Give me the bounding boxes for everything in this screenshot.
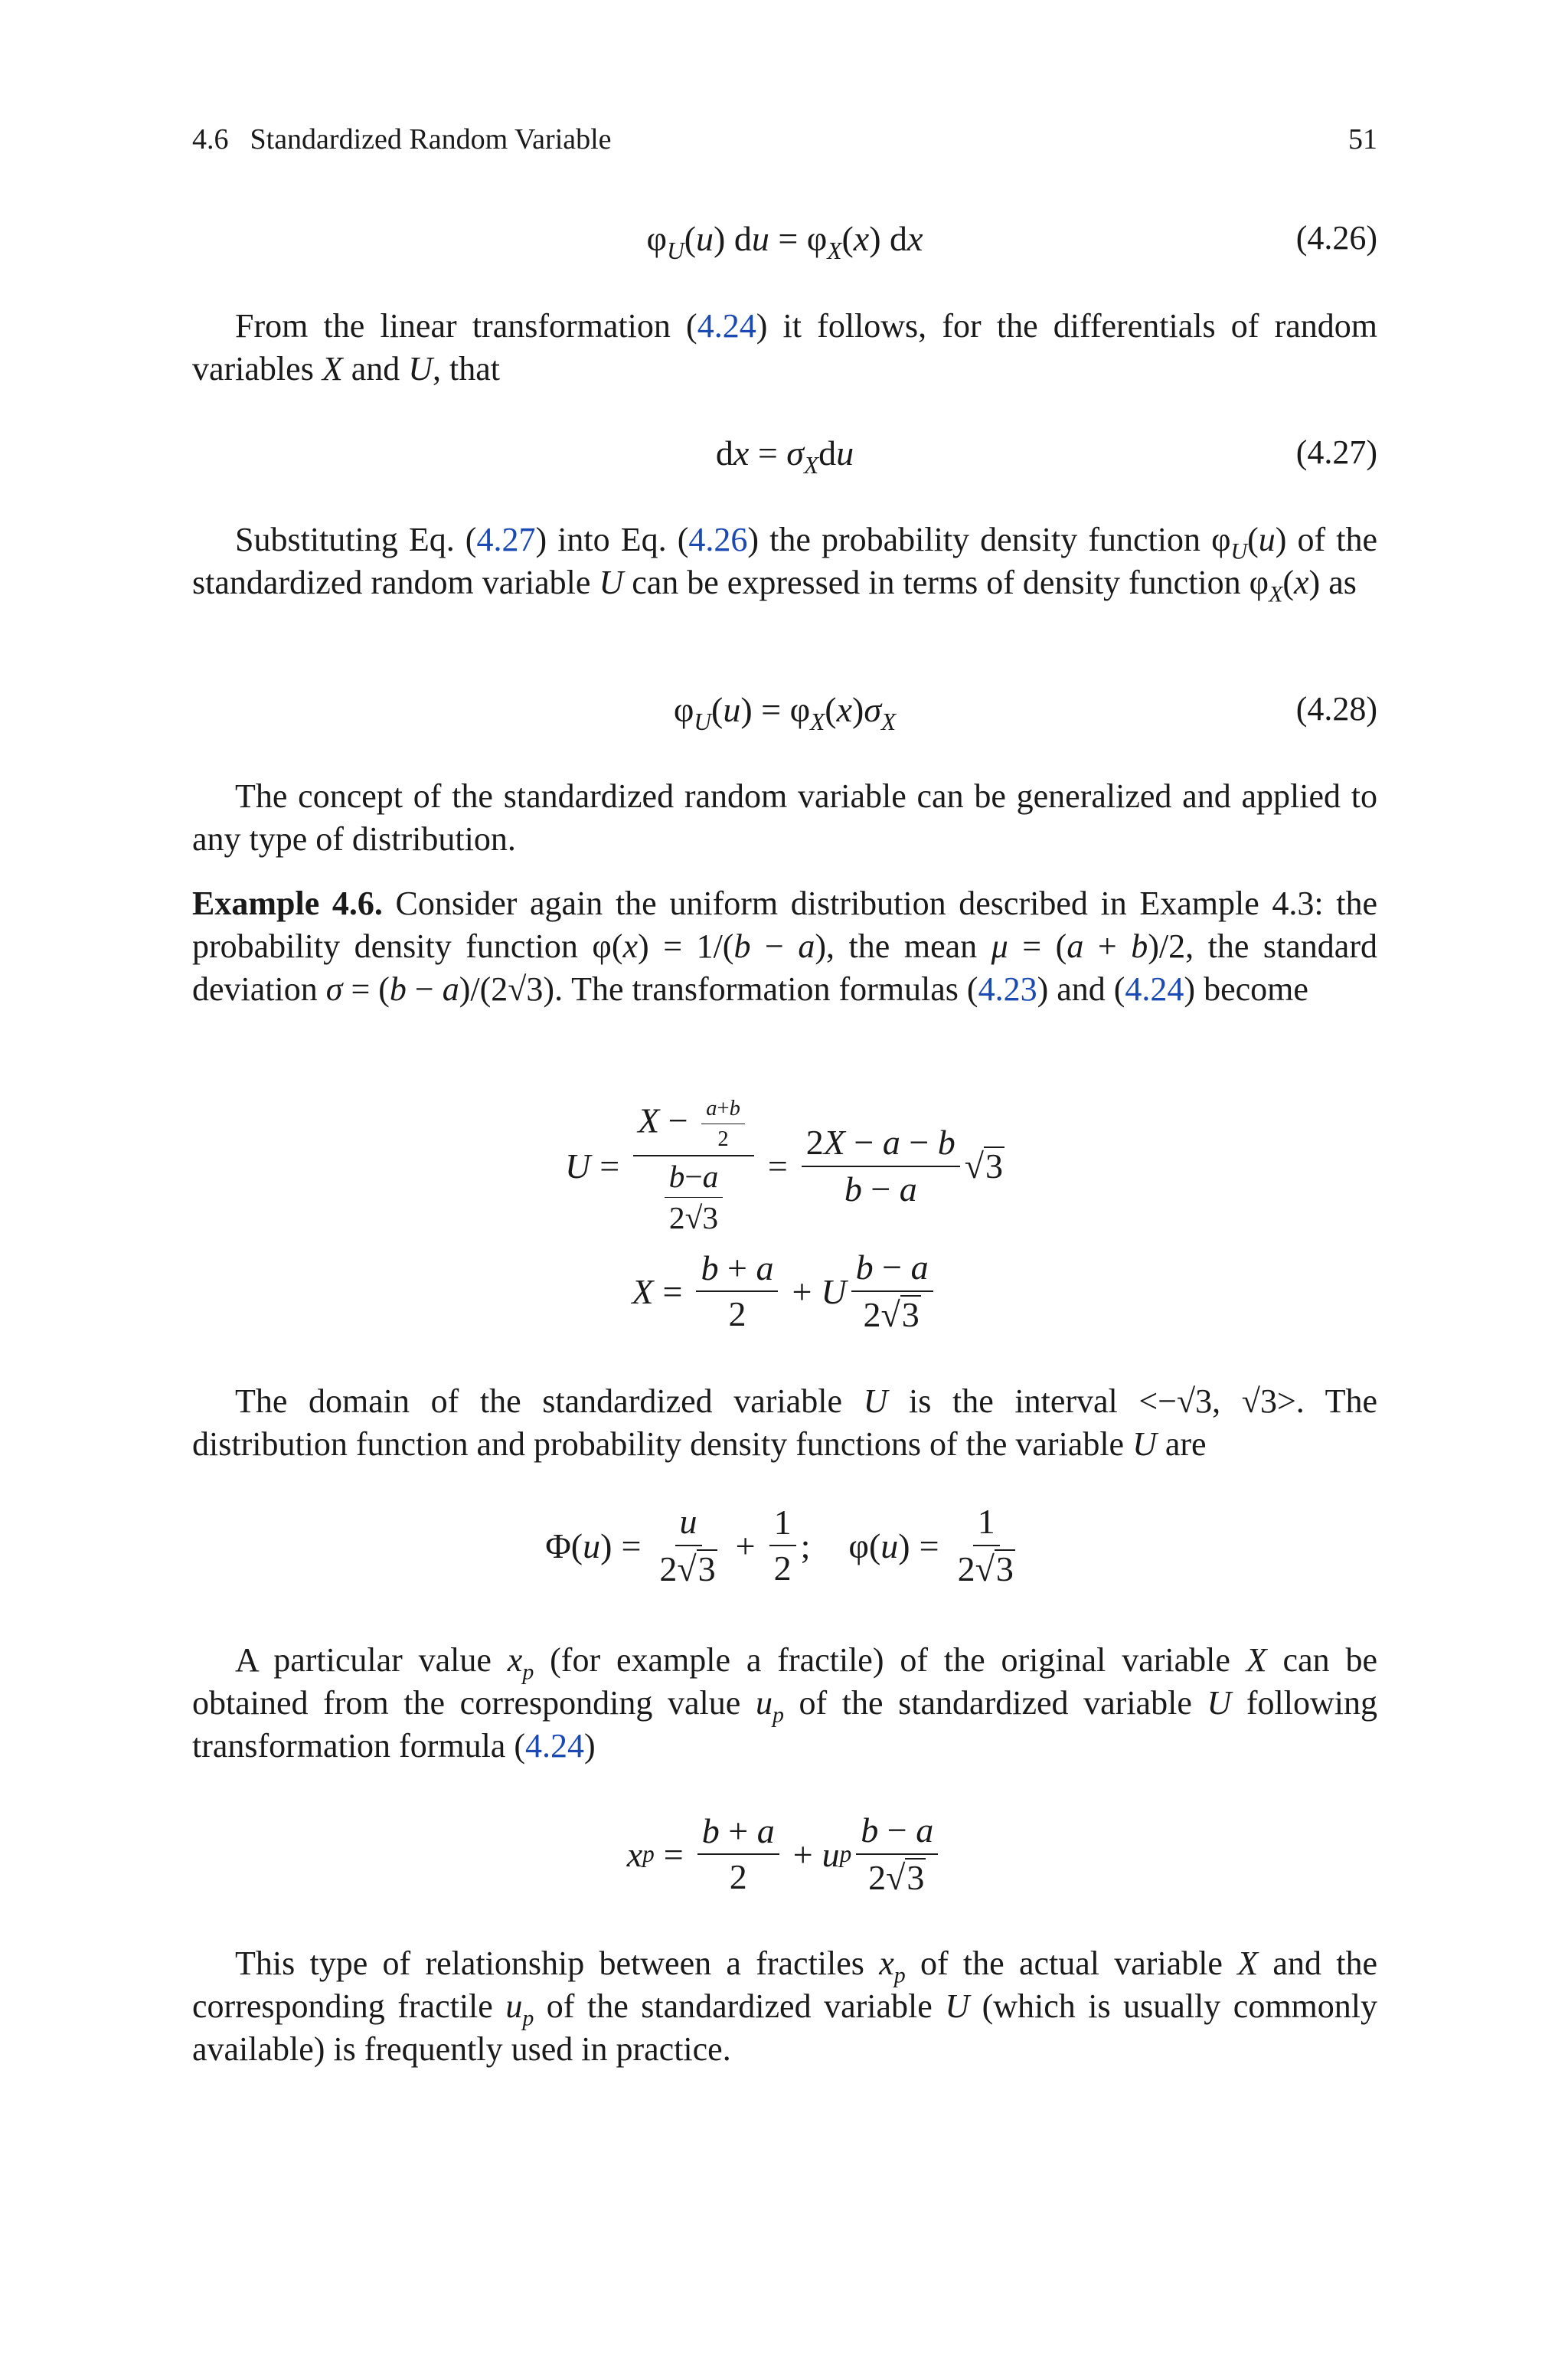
running-header-title bbox=[192, 123, 612, 156]
page-number: 51 bbox=[1348, 123, 1377, 155]
equation-link[interactable]: 4.24 bbox=[697, 307, 756, 345]
section-title: Standardized Random Variable bbox=[250, 123, 612, 155]
equation-4-26: $\varphi_U(u)$ du = $\varphi_X(x)$ dx (4.26) bbox=[646, 219, 1377, 264]
paragraph-concept: The concept of the standardized random variable can be generalized and applied to any type of distribution. bbox=[192, 777, 1377, 858]
paragraph-relationship: This type of relationship between a fractiles $x_p$ of the actual variable X and the corresponding fractile $u_p$ of the standardized variable U (which is usually commonly available) is frequently used in practice. bbox=[192, 1945, 1378, 2068]
equation-link[interactable]: 4.26 bbox=[688, 521, 748, 558]
equation-4-28: $\varphi_U(u) = \varphi_X(x)\sigma_X$ (4.28) bbox=[673, 690, 1377, 735]
equation-fractile-xp: x p = $\frac{b + a}{2}$ + u p $\frac{b - a}{2√3}$ bbox=[192, 1811, 1377, 1911]
equation-number: (4.28) bbox=[1295, 690, 1377, 728]
equation-4-27: dx = $\sigma_Xdu$ (4.27) bbox=[715, 433, 1377, 479]
running-header bbox=[192, 123, 1377, 168]
paragraph-substituting: Substituting Eq. (4.27) into Eq. (4.26) the probability density function $\varphi_U(u)$ of the standardized random variable U can be expressed in terms of density function $\varphi_X(x)$ as bbox=[192, 521, 1378, 607]
equation-link[interactable]: 4.23 bbox=[978, 970, 1037, 1008]
paragraph-linear-transformation: From the linear transformation (4.24) it follows, for the differentials of random variables X and U, that bbox=[192, 307, 1377, 388]
example-label: Example 4.6. bbox=[192, 885, 383, 922]
equation-original-x: X = $\frac{b + a}{2}$ + U $\frac{b - a}{2√3}$ bbox=[192, 1248, 1377, 1348]
equation-number: (4.27) bbox=[1295, 433, 1377, 471]
equation-distribution-functions: Φ( u ) = $\frac{u}{2√3}$ + $\frac{1}{2}$ ; φ( u ) = $\frac{1}{2√3}$ bbox=[545, 1502, 1014, 1588]
example-4-6: Example 4.6. Consider again the uniform distribution described in Example 4.3: the probability density function φ(x) = 1/(b − a), the mean μ = (a + b)/2, the standard deviation σ = (b − a)/(2√3). The transformation formulas (4.23) and (4.24) become bbox=[192, 885, 1377, 1008]
section-number: 4.6 bbox=[192, 123, 229, 155]
equation-standardized-u: U = X − $\frac{a+b}{2}$ $\frac{b-a}{2√3}$ = $\frac{2X - a - b}{b - a}$ √3 bbox=[564, 1097, 1004, 1236]
equation-number: (4.26) bbox=[1295, 219, 1377, 257]
equation-link[interactable]: 4.27 bbox=[476, 521, 536, 558]
equation-link[interactable]: 4.24 bbox=[524, 1727, 584, 1765]
paragraph-domain: The domain of the standardized variable U is the interval <−√3, √3>. The distribution function and probability density functions of the variable U are bbox=[192, 1382, 1378, 1463]
equation-link[interactable]: 4.24 bbox=[1125, 970, 1184, 1008]
paragraph-particular-value: A particular value $x_p$ (for example a fractile) of the original variable X can be obtained from the corresponding value $u_p$ of the standardized variable U following transformation formula (4.24) bbox=[192, 1641, 1377, 1765]
